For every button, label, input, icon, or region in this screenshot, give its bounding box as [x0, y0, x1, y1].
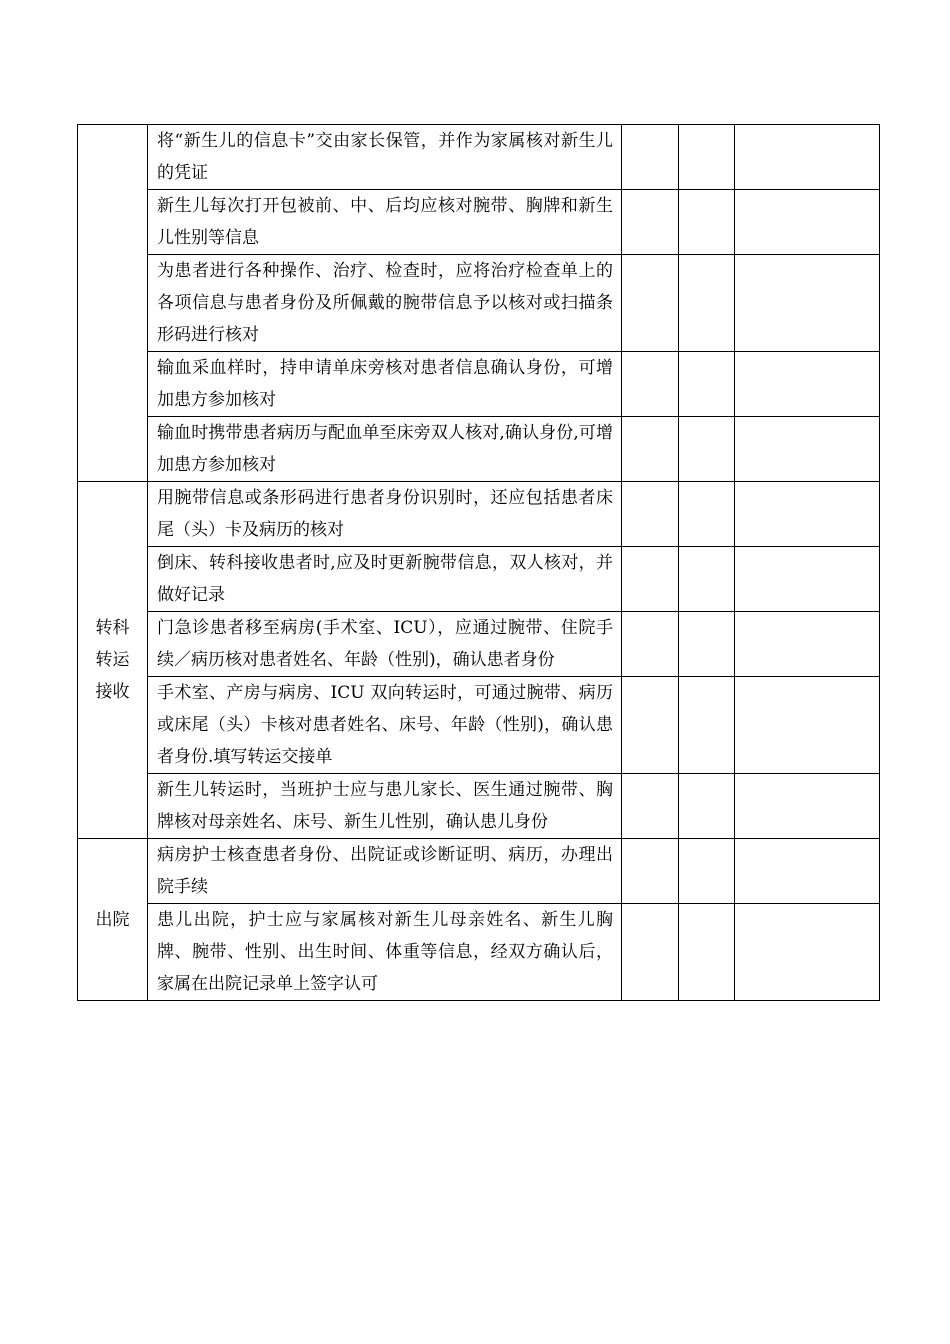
item-text: 病房护士核查患者身份、出院证或诊断证明、病历，办理出院手续 [148, 839, 622, 904]
table-body [78, 125, 880, 1001]
table-row [78, 190, 880, 255]
check-cell-1[interactable] [622, 677, 679, 774]
table-row [78, 255, 880, 352]
check-cell-2[interactable] [679, 547, 735, 612]
remark-cell[interactable] [735, 612, 880, 677]
section-label-cell [78, 125, 148, 482]
table-row [78, 904, 880, 1001]
check-cell-2[interactable] [679, 839, 735, 904]
item-text: 将“新生儿的信息卡”交由家长保管，并作为家属核对新生儿的凭证 [148, 125, 622, 190]
check-cell-1[interactable] [622, 352, 679, 417]
check-cell-1[interactable] [622, 774, 679, 839]
remark-cell[interactable] [735, 417, 880, 482]
remark-cell[interactable] [735, 190, 880, 255]
check-cell-2[interactable] [679, 352, 735, 417]
check-cell-1[interactable] [622, 904, 679, 1001]
item-text: 手术室、产房与病房、ICU 双向转运时，可通过腕带、病历或床尾（头）卡核对患者姓名、床号、年龄（性别)，确认患者身份.填写转运交接单 [148, 677, 622, 774]
table-row [78, 352, 880, 417]
section-label-line: 出院 [95, 909, 130, 930]
check-cell-2[interactable] [679, 482, 735, 547]
item-text: 新生儿每次打开包被前、中、后均应核对腕带、胸牌和新生儿性别等信息 [148, 190, 622, 255]
remark-cell[interactable] [735, 839, 880, 904]
remark-cell[interactable] [735, 904, 880, 1001]
item-text: 倒床、转科接收患者时,应及时更新腕带信息，双人核对，并做好记录 [148, 547, 622, 612]
table-row [78, 482, 880, 547]
item-text: 患儿出院，护士应与家属核对新生儿母亲姓名、新生儿胸牌、腕带、性别、出生时间、体重等信息，经双方确认后，家属在出院记录单上签字认可 [148, 904, 622, 1001]
check-cell-2[interactable] [679, 417, 735, 482]
identity-check-table [77, 124, 880, 1001]
remark-cell[interactable] [735, 125, 880, 190]
section-label-line: 转科 [95, 618, 130, 638]
item-text: 输血时携带患者病历与配血单至床旁双人核对,确认身份,可增加患方参加核对 [148, 417, 622, 482]
section-label-line: 转运 [95, 650, 130, 670]
item-text: 用腕带信息或条形码进行患者身份识别时，还应包括患者床尾（头）卡及病历的核对 [148, 482, 622, 547]
check-cell-2[interactable] [679, 904, 735, 1001]
check-cell-1[interactable] [622, 190, 679, 255]
item-text: 新生儿转运时，当班护士应与患儿家长、医生通过腕带、胸牌核对母亲姓名、床号、新生儿性别，确认患儿身份 [148, 774, 622, 839]
check-cell-2[interactable] [679, 255, 735, 352]
remark-cell[interactable] [735, 774, 880, 839]
table-row [78, 677, 880, 774]
remark-cell[interactable] [735, 255, 880, 352]
remark-cell[interactable] [735, 482, 880, 547]
table-row [78, 417, 880, 482]
section-label-transfer [78, 482, 148, 839]
remark-cell[interactable] [735, 352, 880, 417]
check-cell-1[interactable] [622, 417, 679, 482]
check-cell-1[interactable] [622, 547, 679, 612]
check-cell-1[interactable] [622, 612, 679, 677]
table-row [78, 839, 880, 904]
table-row [78, 774, 880, 839]
check-cell-1[interactable] [622, 125, 679, 190]
section-label-discharge [78, 839, 148, 1001]
check-cell-2[interactable] [679, 677, 735, 774]
table-row [78, 612, 880, 677]
check-cell-2[interactable] [679, 125, 735, 190]
remark-cell[interactable] [735, 547, 880, 612]
check-cell-2[interactable] [679, 612, 735, 677]
section-label-line: 接收 [95, 682, 130, 702]
check-cell-2[interactable] [679, 774, 735, 839]
item-text: 门急诊患者移至病房(手术室、ICU），应通过腕带、住院手续／病历核对患者姓名、年龄（性别)，确认患者身份 [148, 612, 622, 677]
remark-cell[interactable] [735, 677, 880, 774]
table-row [78, 547, 880, 612]
check-cell-1[interactable] [622, 255, 679, 352]
table-row [78, 125, 880, 190]
check-cell-2[interactable] [679, 190, 735, 255]
check-cell-1[interactable] [622, 482, 679, 547]
check-cell-1[interactable] [622, 839, 679, 904]
item-text: 为患者进行各种操作、治疗、检查时，应将治疗检查单上的各项信息与患者身份及所佩戴的腕带信息予以核对或扫描条形码进行核对 [148, 255, 622, 352]
item-text: 输血采血样时，持申请单床旁核对患者信息确认身份，可增加患方参加核对 [148, 352, 622, 417]
